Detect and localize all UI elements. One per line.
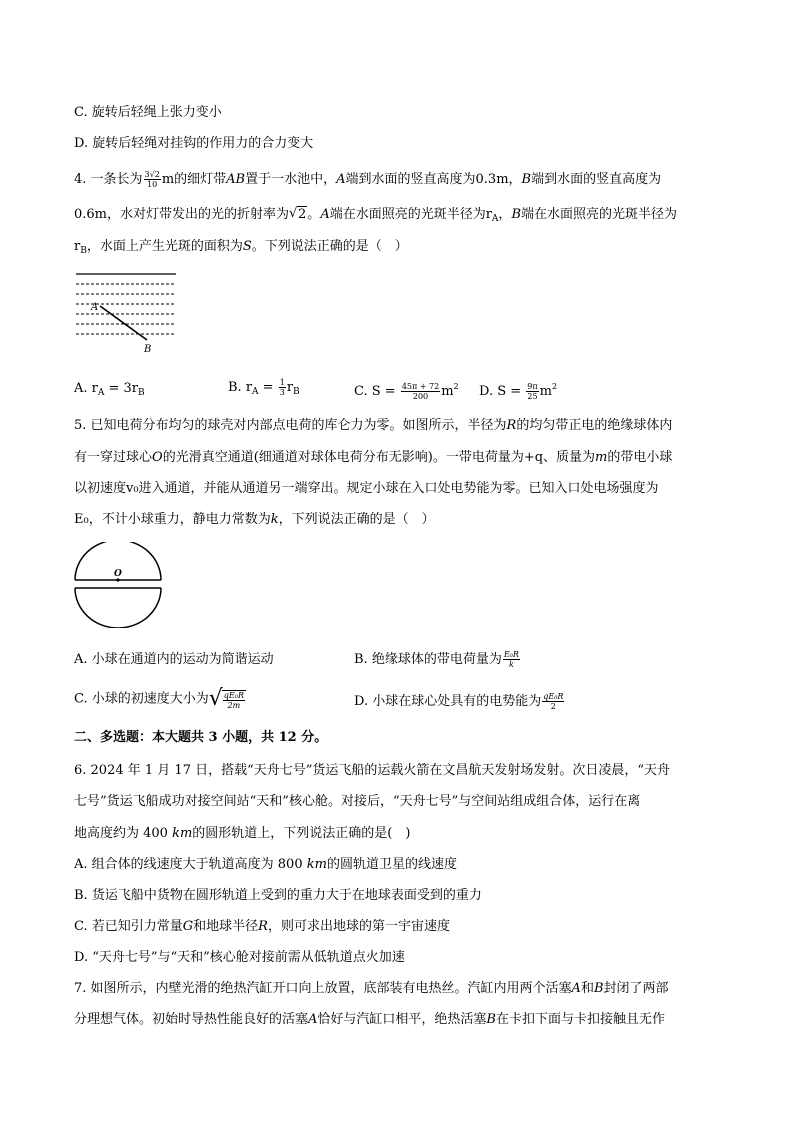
label-b: B [144, 344, 152, 355]
q5-stem-line4: E₀，不计小球重力，静电力常数为k，下列说法正确的是（ ） [74, 512, 435, 527]
q6-option-b: B. 货运飞船中货物在圆形轨道上受到的重力大于在地球表面受到的重力 [74, 888, 482, 903]
q4-option-d: D. S = $\frac{9\pi}{25}$ $m^2$ [479, 382, 558, 401]
q5-stem-line3: 以初速度v₀进入通道，并能从通道另一端穿出。规定小球在入口处电势能为零。已知入口处电场强度为 [74, 481, 659, 496]
q5-stem-line1: 5. 已知电荷分布均匀的球壳对内部点电荷的库仑力为零。如图所示，半径为R的均匀带正电的绝缘球体内 [74, 418, 673, 433]
section-2-heading: 二、多选题：本大题共 3 小题，共 12 分。 [74, 730, 328, 745]
q5-option-a: A. 小球在通道内的运动为简谐运动 [74, 652, 274, 667]
q6-option-a: A. 组合体的线速度大于轨道高度为 800 km的圆轨道卫星的线速度 [74, 857, 457, 872]
q4-length-fraction: $\frac{3√2}{10}$ [144, 170, 160, 189]
q4-stem-line1: 4. 一条长为 $\frac{3√2}{10}$ m的细灯带AB置于一水池中，A端到水面的竖直高度为0.3m，B端到水面的竖直高度为 [74, 170, 662, 189]
q7-stem-line1: 7. 如图所示，内壁光滑的绝热汽缸开口向上放置，底部装有电热丝。汽缸内用两个活塞A和B封闭了两部 [74, 981, 669, 996]
label-a: A [91, 302, 99, 313]
q4-option-c: C. S = $\frac{45\pi + 72}{200}$ $m^2$ [354, 382, 459, 401]
q3-option-d: D. 旋转后轻绳对挂钩的作用力的合力变大 [74, 136, 314, 151]
q6-stem-line3: 地高度约为 400 km的圆形轨道上，下列说法正确的是( ) [74, 826, 411, 841]
q6-option-c: C. 若已知引力常量G和地球半径R，则可求出地球的第一宇宙速度 [74, 919, 450, 934]
label-o: O [114, 569, 122, 579]
q5-stem-line2: 有一穿过球心O的光滑真空通道(细通道对球体电荷分布无影响)。一带电荷量为+q、质量为m的带电小球 [74, 450, 673, 465]
q4-water-figure [72, 268, 182, 358]
q6-option-d: D. “天舟七号”与“天和”核心舱对接前需从低轨道点火加速 [74, 950, 405, 965]
q5-option-c: C. 小球的初速度大小为 √ $\frac{\text{qE₀R}}{2m}$ [74, 686, 244, 711]
q6-stem-line2: 七号”货运飞船成功对接空间站“天和”核心舱。对接后，“天舟七号”与空间站组成组合体，运行在离 [74, 794, 641, 809]
q5-option-b: B. 绝缘球体的带电荷量为 $\frac{\text{E₀R}}{k}$ [354, 650, 519, 669]
q3-option-c: C. 旋转后轻绳上张力变小 [74, 105, 222, 120]
q5-option-d: D. 小球在球心处具有的电势能为 $\frac{\text{qE₀R}}{2}$ [354, 692, 564, 711]
light-strip-ab [100, 306, 147, 340]
q4-option-a: A. $r_A = 3r_B$ [74, 381, 145, 398]
q4-option-b: B. $r_A$ = $\frac{1}{3}$ $r_B$ [228, 378, 300, 397]
q4-stem-line3: $r_B$，水面上产生光斑的面积为S。下列说法正确的是（ ） [74, 239, 408, 256]
q4-stem-line2: 0.6m，水对灯带发出的光的折射率为√ 2。A端在水面照亮的光斑半径为$r_A$，B端在水面照亮的光斑半径为 [74, 206, 677, 228]
q5-sphere-figure [72, 542, 164, 628]
q7-stem-line2: 分理想气体。初始时导热性能良好的活塞A恰好与汽缸口相平，绝热活塞B在卡扣下面与卡扣接触且无作 [74, 1012, 665, 1027]
q6-stem-line1: 6. 2024 年 1 月 17 日，搭载“天舟七号”货运飞船的运载火箭在文昌航天发射场发射。次日凌晨，“天舟 [74, 763, 671, 778]
